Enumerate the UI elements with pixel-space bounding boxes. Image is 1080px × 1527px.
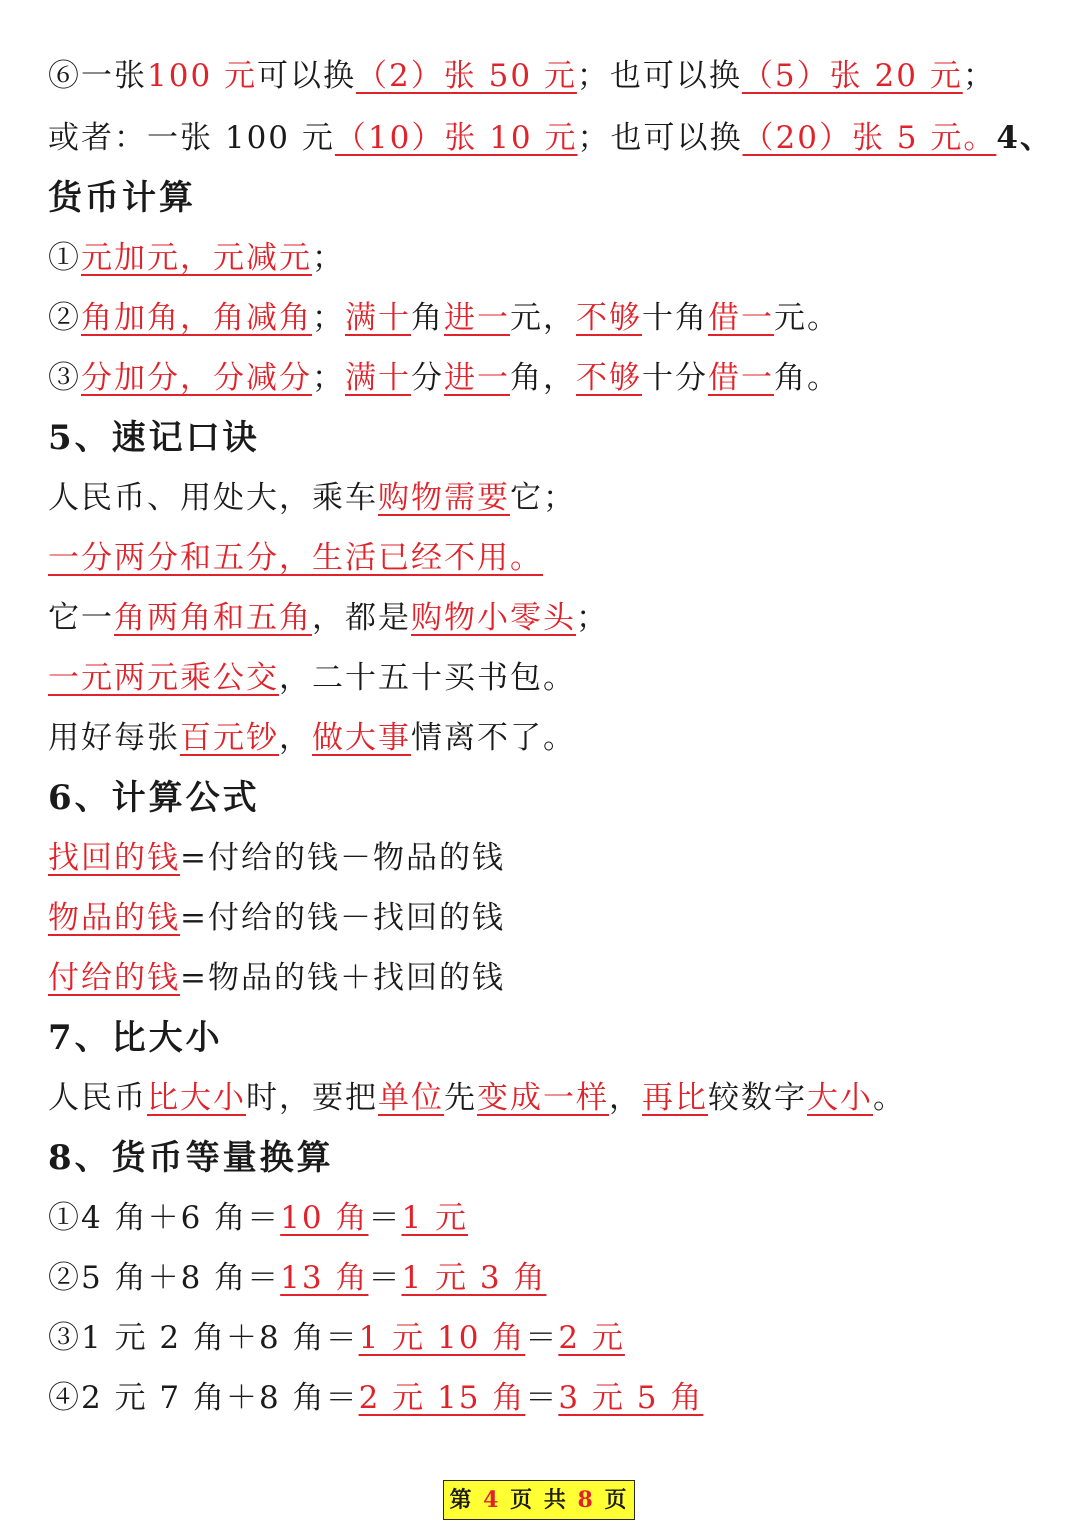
answer-blank: 10 角 [280,1200,369,1236]
answer-blank: （5）张 20 元 [741,58,963,94]
exchange-line-7 [48,118,1060,158]
answer-blank: （10）张 10 元 [334,120,578,156]
text: ； [962,58,996,94]
page-label: 页 [604,1487,629,1513]
answer-blank: 一分两分和五分，生活已经不用。 [48,540,543,576]
text: 元， [510,300,576,336]
answer-blank: 大小 [807,1080,873,1116]
item-marker: ① [48,240,81,276]
text: ，都是 [312,600,411,636]
text: ；也可以换 [576,58,742,94]
formula-2 [48,898,1060,938]
text: ＝ [368,1200,402,1236]
text: 十角 [642,300,708,336]
answer-blank: 13 角 [280,1260,369,1296]
text: 较数字 [708,1080,807,1116]
text: ＝ [525,1380,559,1416]
text: 或者：一张 100 元 [48,120,335,156]
rhyme-line-5 [48,718,1060,758]
text: 角， [510,360,576,396]
text: ，二十五十买书包。 [279,660,576,696]
answer-blank: 变成一样 [477,1080,609,1116]
text: 一张 [81,58,147,94]
answer-blank: 元加元，元减元 [81,240,312,276]
text: ， [279,720,312,756]
text: 情离不了。 [411,720,576,756]
answer-blank: （2）张 50 元 [356,58,577,94]
page-label: 第 [449,1487,474,1513]
answer-blank: 做大事 [312,720,411,756]
exchange-line-6 [48,56,1060,96]
text: ②5 角＋8 角＝ [48,1260,281,1296]
answer-blank: 购物需要 [378,480,510,516]
text: ， [609,1080,642,1116]
page-indicator [443,1480,635,1520]
section-number: 4、 [996,120,1053,156]
text: 角。 [774,360,840,396]
answer-blank: 不够 [576,360,642,396]
answer-blank: 付给的钱 [48,960,180,996]
text: ＝ [525,1320,559,1356]
answer-blank: 再比 [642,1080,708,1116]
text: ①4 角＋6 角＝ [48,1200,281,1236]
section-7-title: 7、比大小 [48,1018,223,1058]
rule-1 [48,238,1060,278]
text: 人民币 [48,1080,147,1116]
formula-1 [48,838,1060,878]
rhyme-line-1 [48,478,1060,518]
text: =物品的钱＋找回的钱 [180,960,505,996]
answer-blank: 满十 [345,360,411,396]
section-4-title: 货币计算 [48,178,196,218]
rhyme-line-3 [48,598,1060,638]
answer-blank: 借一 [708,360,774,396]
text: 角 [411,300,444,336]
answer-blank: 角加角，角减角 [81,300,312,336]
section-8-title: 8、货币等量换算 [48,1138,334,1178]
text: ； [312,360,345,396]
rule-3 [48,358,1060,398]
compare-rule [48,1078,1060,1118]
answer-blank: 分加分，分减分 [81,360,312,396]
formula-3 [48,958,1060,998]
page-label: 页 共 [510,1487,568,1513]
text: 。 [873,1080,906,1116]
highlight-text: 100 元 [147,58,258,94]
answer-blank: 角两角和五角 [114,600,312,636]
section-6-title: 6、计算公式 [48,778,260,818]
text: =付给的钱－物品的钱 [180,840,505,876]
text: 可以换 [257,58,357,94]
equation-4 [48,1378,1060,1418]
text: 用好每张 [48,720,180,756]
answer-blank: 满十 [345,300,411,336]
item-marker: ⑥ [48,58,81,94]
rhyme-line-4 [48,658,1060,698]
answer-blank: 1 元 10 角 [358,1320,526,1356]
text: 它； [510,480,576,516]
equation-3 [48,1318,1060,1358]
answer-blank: （20）张 5 元。 [742,120,997,156]
answer-blank: 进一 [444,360,510,396]
item-marker: ③ [48,360,81,396]
text: ； [312,240,345,276]
text: =付给的钱－找回的钱 [180,900,505,936]
text: ；也可以换 [577,120,743,156]
answer-blank: 物品的钱 [48,900,180,936]
rule-2 [48,298,1060,338]
text: ③1 元 2 角＋8 角＝ [48,1320,359,1356]
rhyme-line-2 [48,538,1060,578]
answer-blank: 百元钞 [180,720,279,756]
equation-1 [48,1198,1060,1238]
answer-blank: 1 元 [401,1200,469,1236]
answer-blank: 2 元 15 角 [358,1380,526,1416]
text: ④2 元 7 角＋8 角＝ [48,1380,359,1416]
answer-blank: 2 元 [558,1320,625,1356]
answer-blank: 购物小零头 [411,600,576,636]
text: 十分 [642,360,708,396]
section-5-title: 5、速记口诀 [48,418,260,458]
answer-blank: 借一 [708,300,774,336]
current-page-number: 4 [483,1487,501,1513]
item-marker: ② [48,300,81,336]
text: 它一 [48,600,114,636]
answer-blank: 不够 [576,300,642,336]
answer-blank: 单位 [378,1080,444,1116]
text: 人民币、用处大，乘车 [48,480,378,516]
answer-blank: 3 元 5 角 [558,1380,704,1416]
answer-blank: 比大小 [147,1080,246,1116]
text: 分 [411,360,444,396]
answer-blank: 1 元 3 角 [401,1260,547,1296]
answer-blank: 一元两元乘公交 [48,660,279,696]
answer-blank: 进一 [444,300,510,336]
text: ； [312,300,345,336]
text: ＝ [368,1260,402,1296]
total-pages-number: 8 [577,1487,595,1513]
text: 先 [444,1080,477,1116]
equation-2 [48,1258,1060,1298]
text: 时，要把 [246,1080,378,1116]
text: 元。 [774,300,840,336]
answer-blank: 找回的钱 [48,840,180,876]
text: ； [576,600,609,636]
